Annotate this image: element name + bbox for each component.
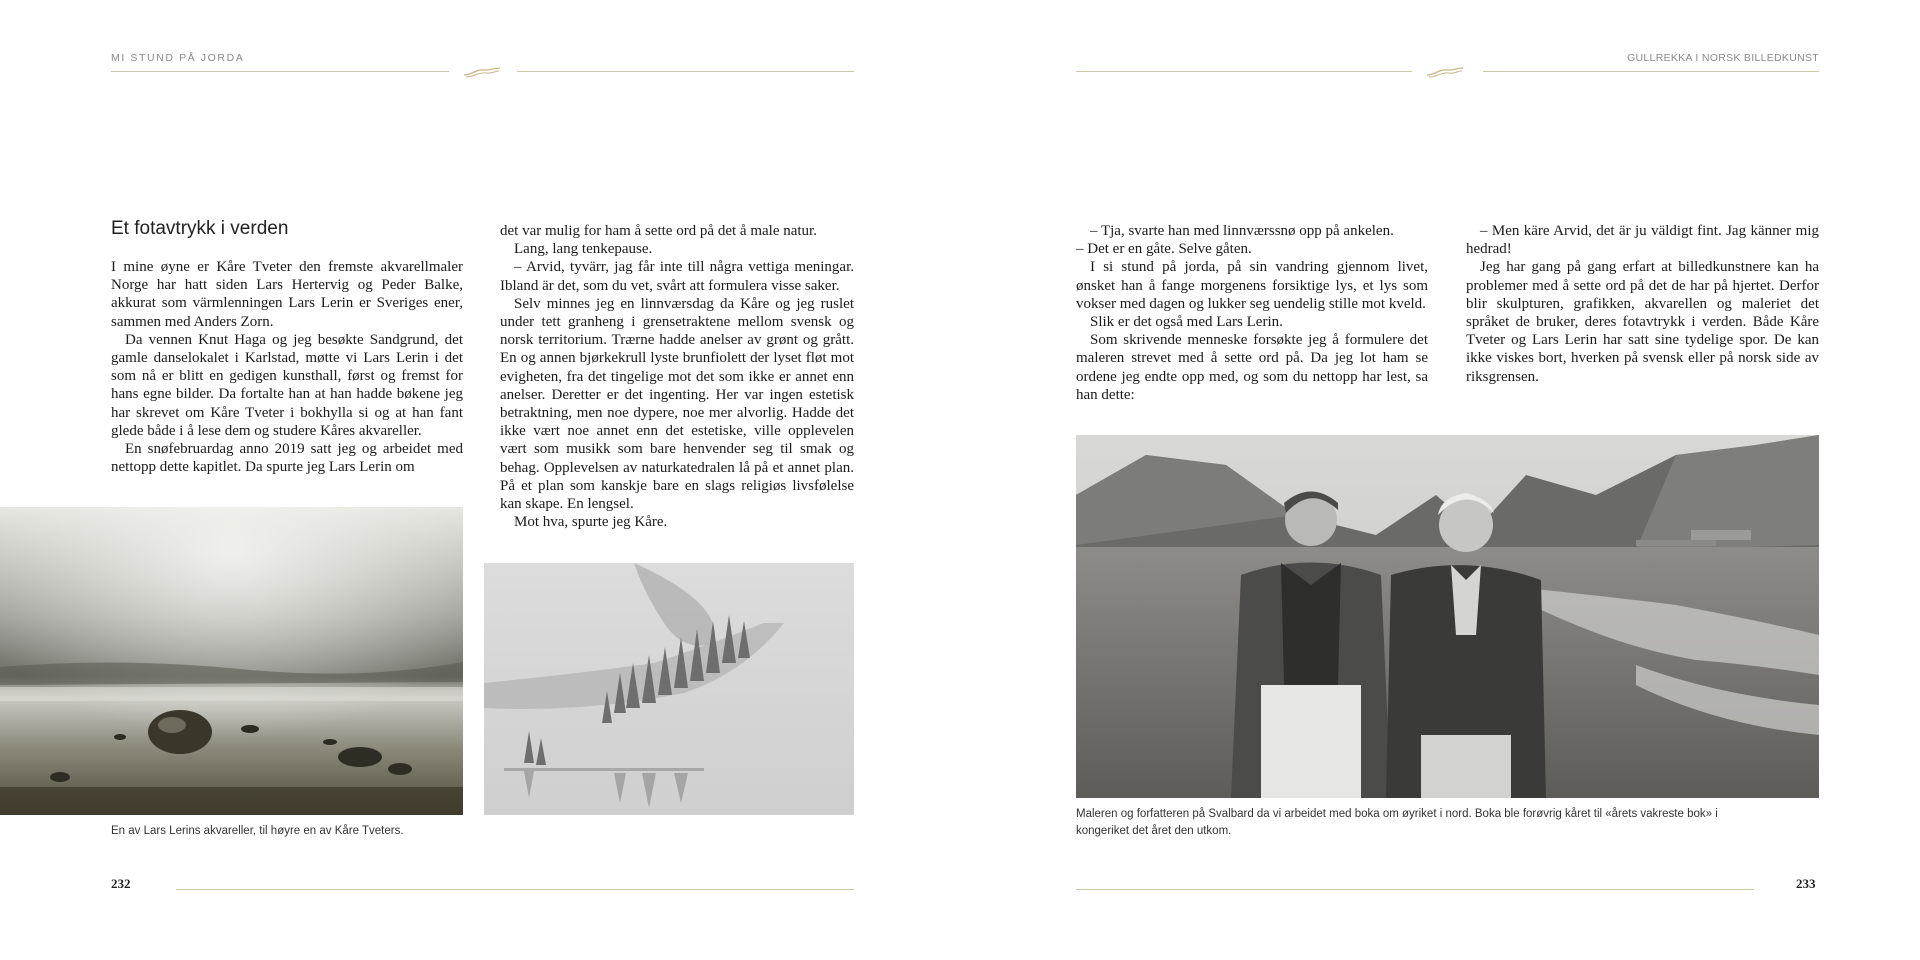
page-number-left: 232 — [111, 876, 131, 891]
section-heading: Et fotavtrykk i verden — [111, 218, 289, 239]
caption-line: kongeriket det året den utkom. — [1076, 825, 1232, 837]
paragraph: – Tja, svarte han med linnværssnø opp på ankelen. — [1090, 223, 1394, 239]
paragraph: I mine øyne er Kåre Tveter den fremste akvarellmaler Norge har hatt siden Lars Hertervig og Peder Balke, akkurat som värmlenningen Lars Lerin er Sveriges ener, sammen med Anders Zorn. — [111, 259, 463, 330]
paragraph: Da vennen Knut Haga og jeg besøkte Sandgrund, det gamle danselokalet i Karlstad, møtte vi Lars Lerin i det som nå er blitt en gedigen kunsthall, først og fremst for hans egne bilder. Da fortalte han at han hadde bøkene jeg har skrevet om Kåre Tveter i bokhylla si og at han fant glede både i å lese dem og studere Kåres akvareller. — [111, 331, 463, 439]
paragraph: Selv minnes jeg en linnværsdag da Kåre og jeg ruslet under tett granheng i grensetraktene mellom svensk og norsk territorium. Trærne hadde anelser av grønt og grått. En og annen bjørkekrull lyste brunfiolett der lyset fløt mot evigheten, fra det tingelige mot det som ikke er annet enn anelser. Deretter er det ingenting. Her var ingen estetisk betraktning, men noe dypere, noe mer alvorlig. Hadde det ikke vært noe annet enn det estetiske, ville opplevelen vært som musikk som bare henvender seg til smak og behag. Opplevelsen av naturkatedralen lå på et annet plan. På et plan som kanskje bare en slags religiøs livsfølelse kan skape. En lengsel. — [500, 295, 854, 513]
left-caption: En av Lars Lerins akvareller, til høyre en av Kåre Tveters. — [111, 825, 404, 837]
paragraph: – Arvid, tyvärr, jag får inte till några vettiga meningar. Ibland är det, som du vet, svårt att formulera visse saker. — [500, 259, 854, 294]
left-column-1 — [111, 258, 463, 476]
ornament-icon — [1425, 65, 1465, 79]
paragraph: det var mulig for ham å sette ord på det å male natur. — [500, 223, 817, 239]
paragraph: Lang, lang tenkepause. — [514, 241, 653, 258]
left-column-2 — [500, 222, 854, 531]
ornament-icon — [462, 65, 502, 79]
paragraph: Som skrivende menneske forsøkte jeg å formulere det maleren strevet med å sette ord på. Da jeg lot ham se ordene jeg endte opp med, og som du nettopp har lest, sa han dette: — [1076, 332, 1428, 403]
header-rule-right-a — [1076, 71, 1412, 72]
svalbard-photo — [1076, 435, 1819, 798]
paragraph: – Det er en gåte. Selve gåten. — [1076, 241, 1252, 258]
footer-rule-left — [176, 889, 854, 890]
right-column-1 — [1076, 222, 1428, 404]
paragraph: Slik er det også med Lars Lerin. — [1090, 314, 1283, 331]
right-caption — [1076, 806, 1819, 840]
footer-rule-right — [1076, 889, 1754, 890]
lerin-watercolor-image — [0, 507, 463, 815]
paragraph: Mot hva, spurte jeg Kåre. — [514, 514, 668, 531]
page-number-right: 233 — [1796, 876, 1816, 891]
paragraph: Jeg har gang på gang erfart at billedkunstnere kan ha problemer med å sette ord på det de har på hjertet. Derfor blir skulpturen, grafikken, akvarellen og maleriet det språket de bruker, deres fotavtrykk i verden. Både Kåre Tveter og Lars Lerin har satt sine tydelige spor. De kan ikke viskes bort, hverken på svensk eller på norsk side av riksgrensen. — [1466, 259, 1819, 385]
header-rule-left-a — [111, 71, 449, 72]
paragraph: – Men käre Arvid, det är ju väldigt fint. Jag känner mig hedrad! — [1466, 223, 1819, 258]
paragraph: En snøfebruardag anno 2019 satt jeg og arbeidet med nettopp dette kapitlet. Da spurte jeg Lars Lerin om — [111, 441, 463, 476]
tveter-watercolor-image — [484, 563, 854, 815]
header-rule-left-b — [517, 71, 854, 72]
header-rule-right-b — [1483, 71, 1819, 72]
paragraph: I si stund på jorda, på sin vandring gjennom livet, ønsket han å fange morgenens forsiktige lys, et lys som vokser med dagen og lukker seg uendelig stille mot kveld. — [1076, 259, 1428, 312]
right-column-2 — [1466, 222, 1819, 386]
running-head-right: GULLREKKA I NORSK BILLEDKUNST — [1627, 52, 1819, 64]
caption-line: Maleren og forfatteren på Svalbard da vi arbeidet med boka om øyriket i nord. Boka ble forøvrig kåret til «årets vakreste bok» i — [1076, 808, 1718, 820]
running-head-left: MI STUND PÅ JORDA — [111, 52, 245, 64]
